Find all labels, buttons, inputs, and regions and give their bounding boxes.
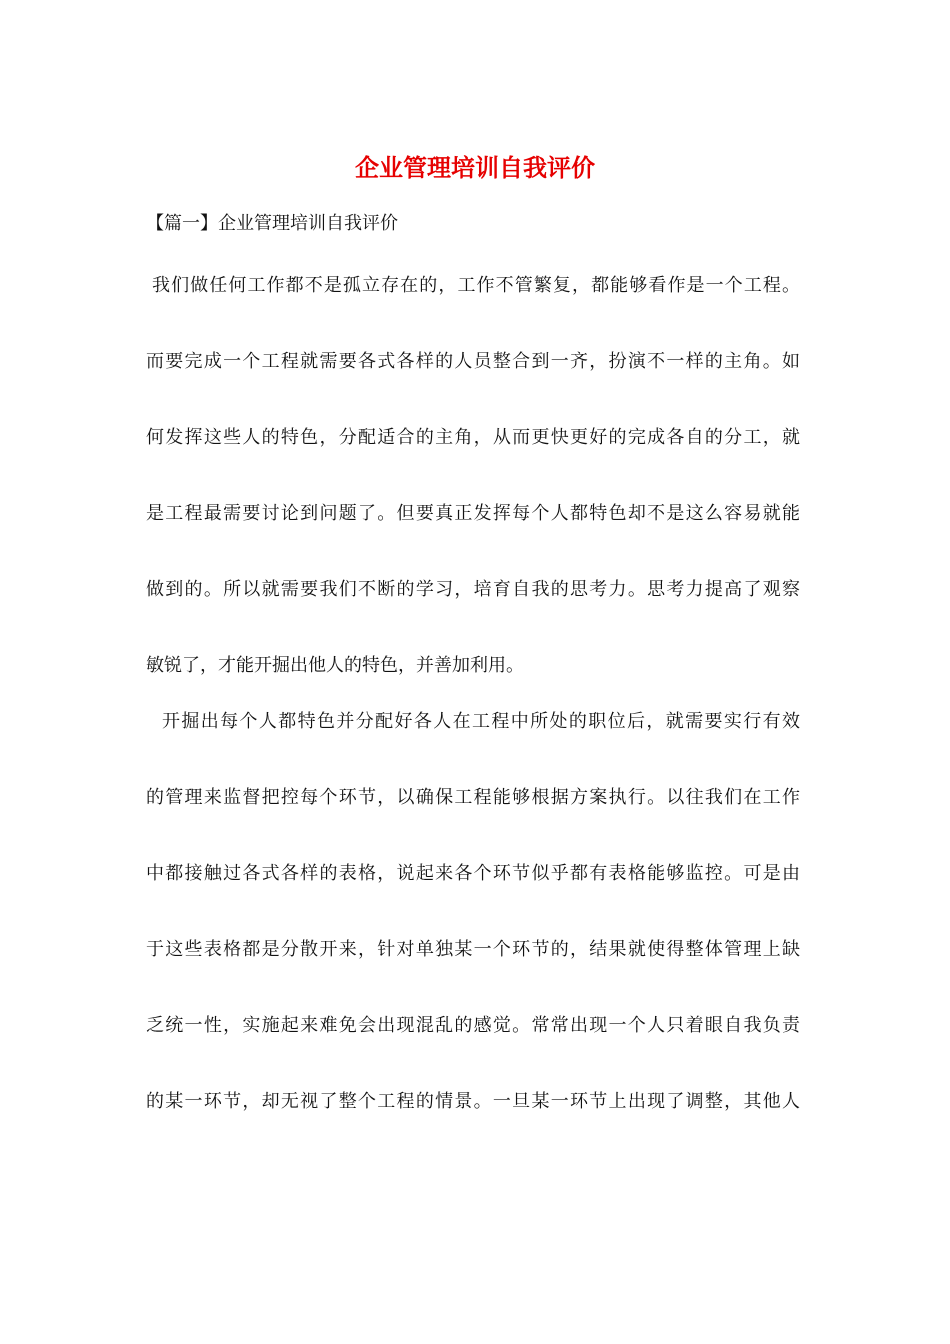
document-title: 企业管理培训自我评价 bbox=[355, 153, 595, 182]
paragraph-2-line: 中都接触过各式各样的表格，说起来各个环节似乎都有表格能够监控。可是由 bbox=[146, 863, 800, 884]
paragraph-2-line: 乏统一性，实施起来难免会出现混乱的感觉。常常出现一个人只着眼自我负责 bbox=[146, 1015, 800, 1036]
paragraph-1 bbox=[146, 248, 800, 704]
paragraph-2-line: 开掘出每个人都特色并分配好各人在工程中所处的职位后，就需要实行有效 bbox=[162, 711, 800, 732]
paragraph-2-line: 的某一环节，却无视了整个工程的情景。一旦某一环节上出现了调整，其他人 bbox=[146, 1091, 800, 1112]
paragraph-2-line: 于这些表格都是分散开来，针对单独某一个环节的，结果就使得整体管理上缺 bbox=[146, 939, 800, 960]
paragraph-1-line: 何发挥这些人的特色，分配适合的主角，从而更快更好的完成各自的分工，就 bbox=[146, 427, 800, 448]
paragraph-2 bbox=[146, 684, 800, 1140]
paragraph-1-line: 做到的。所以就需要我们不断的学习，培育自我的思考力。思考力提高了观察 bbox=[146, 579, 800, 600]
paragraph-1-line: 是工程最需要讨论到问题了。但要真正发挥每个人都特色却不是这么容易就能 bbox=[146, 503, 800, 524]
paragraph-1-line: 我们做任何工作都不是孤立存在的，工作不管繁复，都能够看作是一个工程。 bbox=[152, 275, 800, 296]
paragraph-2-line: 的管理来监督把控每个环节，以确保工程能够根据方案执行。以往我们在工作 bbox=[146, 787, 800, 808]
paragraph-1-line: 而要完成一个工程就需要各式各样的人员整合到一齐，扮演不一样的主角。如 bbox=[146, 351, 800, 372]
paragraph-1-line: 敏锐了，才能开掘出他人的特色，并善加利用。 bbox=[146, 655, 524, 676]
section-heading: 【篇一】企业管理培训自我评价 bbox=[146, 213, 398, 234]
